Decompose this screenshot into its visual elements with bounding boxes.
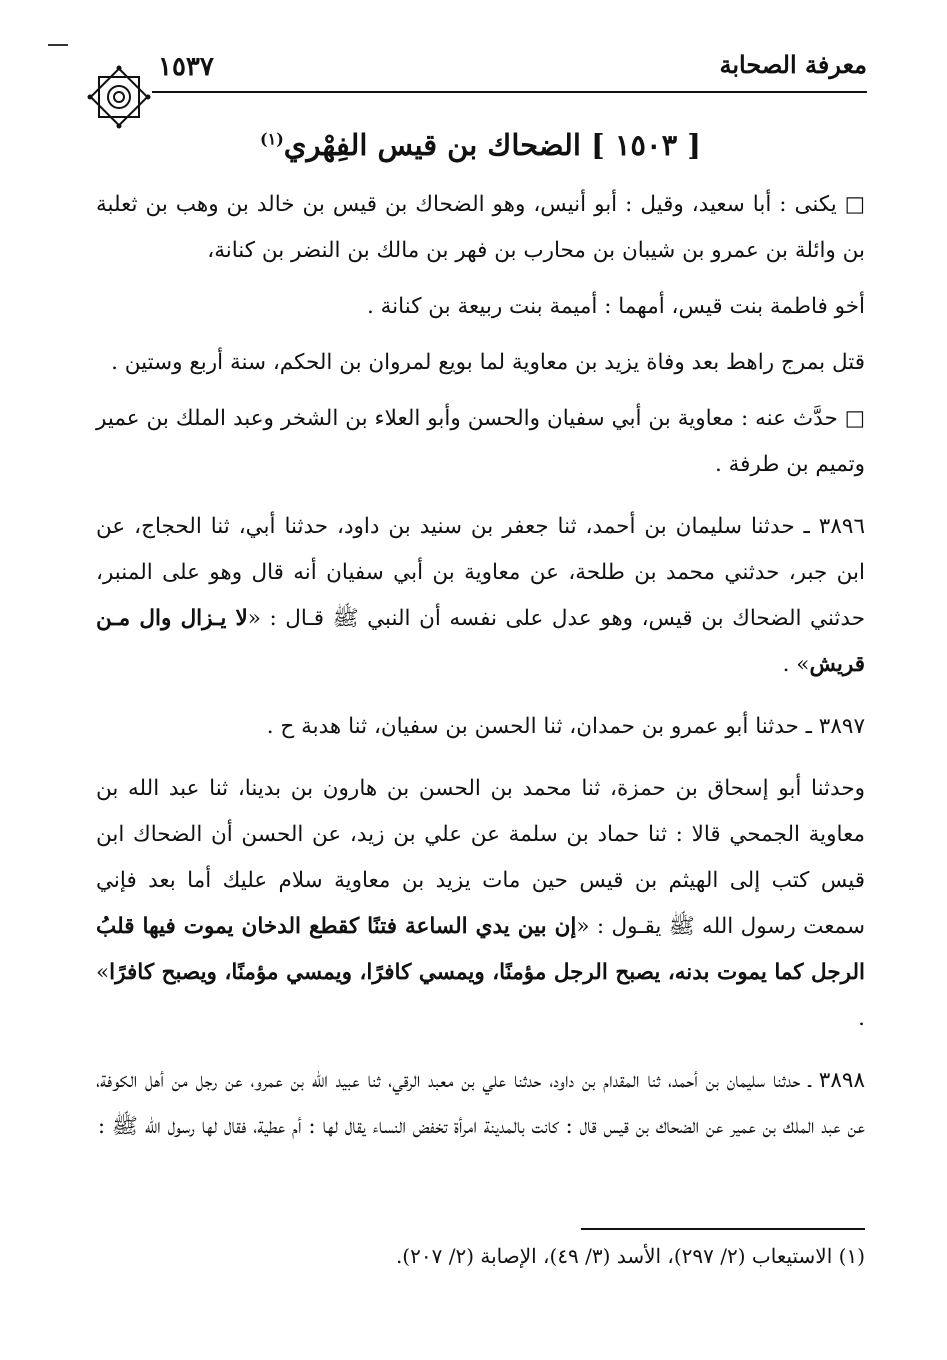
book-title: معرفة الصحابة — [719, 50, 867, 79]
paragraph-sister: أخو فاطمة بنت قيس، أمهما : أميمة بنت ربيعة بن كنانة . — [366, 294, 865, 319]
hadith-3896-text: ٣٨٩٦ ـ حدثنا سليمان بن أحمد، ثنا جعفر بن سنيد بن داود، حدثنا أبي، ثنا الحجاج، عن ابن جبر، حدثني محمد بن طلحة، عن معاوية بن أبي سفيان أنه قال وهو على المنبر، حدثني الضحاك بن قيس، وهو عدل على نفسه أن النبي ﷺ قـال : « — [96, 514, 865, 631]
entry-title — [96, 128, 865, 162]
footnote-ref: (١) — [260, 129, 284, 149]
hadith-3897-continued — [96, 766, 865, 1042]
ornament-icon — [84, 62, 154, 132]
hadith-3898: ٣٨٩٨ ـ حدثنا سليمان بن أحمد، ثنا المقدام بن داود، حدثنا علي بن معبد الرقي، ثنا عبيد الله بن عمرو، عن رجل من أهل الكوفة، عن عبد الملك بن عمير عن الضحاك بن قيس قال : كانت بالمدينة امرأة تخفض النساء يقال لها : أم عطية، فقال لها رسول الله ﷺ : — [96, 1068, 865, 1139]
hadith-3897-end: » . — [96, 960, 865, 1031]
footnote: (١) الاستيعاب (٢/ ٢٩٧)، الأسد (٣/ ٤٩)، الإصابة (٢/ ٢٠٧). — [395, 1244, 865, 1268]
paragraph-death: قتل بمرج راهط بعد وفاة يزيد بن معاوية لما بويع لمروان بن الحكم، سنة أربع وستين . — [111, 350, 865, 375]
page-number: ١٥٣٧ — [158, 52, 214, 82]
hadith-3896-end: » . — [782, 652, 810, 677]
hadith-3897-text: وحدثنا أبو إسحاق بن حمزة، ثنا محمد بن الحسن بن هارون بن بدينا، ثنا عبد الله بن معاوية الجمحي قالا : ثنا حماد بن سلمة عن علي بن زيد، عن الحسن أن الضحاك ابن قيس كتب إلى الهيثم بن قيس حين مات يزيد بن معاوية سلام عليك أما بعد فإني سمعت رسول الله ﷺ يقـول : « — [96, 776, 866, 939]
hadith-3896 — [96, 504, 865, 688]
footnote-rule — [581, 1228, 865, 1230]
hadith-3897-matn: إن بين يدي الساعة فتنًا كقطع الدخان يموت فيها قلبُ الرجل كما يموت بدنه، يصبح الرجل مؤمنًا، ويمسي كافرًا، ويمسي مؤمنًا، ويصبح كافرًا — [96, 914, 865, 985]
header-rule — [152, 91, 867, 93]
corner-mark — [48, 44, 68, 46]
paragraph-kunya: □ يكنى : أبا سعيد، وقيل : أبو أنيس، وهو الضحاك بن قيس بن خالد بن وهب بن ثعلبة بن وائلة بن عمرو بن شيبان بن محارب بن فهر بن مالك بن النضر بن كنانة، — [96, 192, 865, 263]
main-text — [96, 128, 865, 1160]
paragraph-narrators: □ حدَّث عنه : معاوية بن أبي سفيان والحسن وأبو العلاء بن الشخر وعبد الملك بن عمير وتميم بن طرفة . — [96, 406, 865, 477]
entry-title-text: [ ١٥٠٣ ] الضحاك بن قيس الفِهْري — [283, 128, 701, 162]
hadith-3896-matn: لا يـزال وال مـن قريش — [96, 606, 865, 677]
hadith-3897: ٣٨٩٧ ـ حدثنا أبو عمرو بن حمدان، ثنا الحسن بن سفيان، ثنا هدبة ح . — [266, 714, 865, 739]
